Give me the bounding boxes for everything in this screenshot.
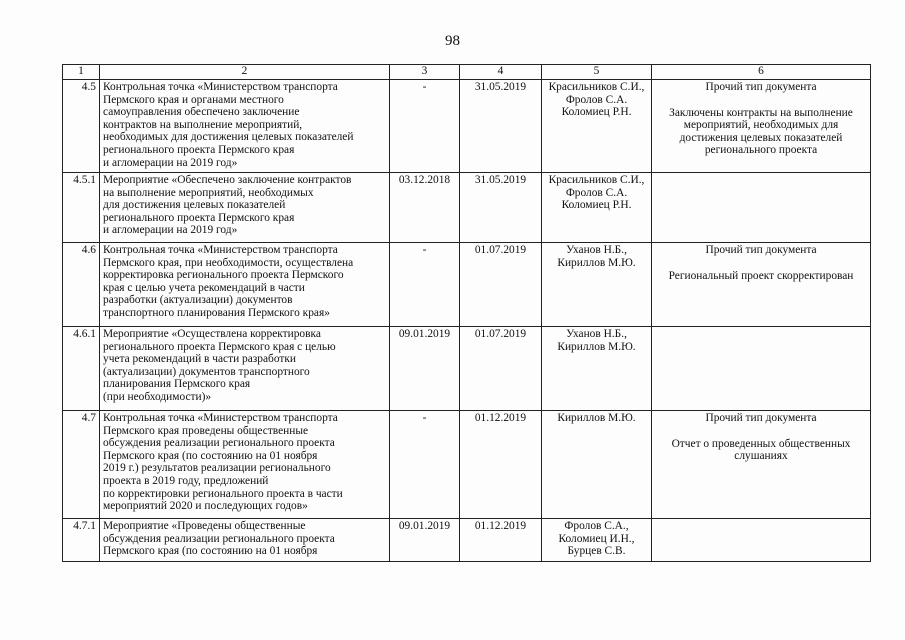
row-responsible: Фролов С.А., Коломиец И.Н., Бурцев С.В. [542, 519, 652, 562]
table-row [63, 173, 871, 243]
row-responsible: Уханов Н.Б., Кириллов М.Ю. [542, 243, 652, 327]
row-number: 4.6.1 [63, 327, 100, 411]
row-document [652, 519, 871, 562]
row-end-date: 01.12.2019 [460, 519, 542, 562]
column-header: 4 [460, 65, 542, 80]
table-row [63, 411, 871, 519]
row-description: Контрольная точка «Министерством транспорта Пермского края проведены общественные обсуждения реализации регионального проекта Пермского края (по состоянию на 01 ноября 2019 г.) результатов реализации регионального проекта в 2019 году, предложений по корректировки регионального проекта в части мероприятий 2020 и последующих годов» [100, 411, 390, 519]
document-result: Региональный проект скорректирован [668, 269, 854, 282]
column-header: 1 [63, 65, 100, 80]
row-end-date: 31.05.2019 [460, 80, 542, 173]
column-header: 2 [100, 65, 390, 80]
row-document [652, 173, 871, 243]
table-header-row [63, 65, 871, 80]
row-document [652, 243, 871, 327]
row-responsible: Красильников С.И., Фролов С.А. Коломиец Р.Н. [542, 173, 652, 243]
row-end-date: 31.05.2019 [460, 173, 542, 243]
row-responsible: Красильников С.И., Фролов С.А. Коломиец Р.Н. [542, 80, 652, 173]
row-start-date: 03.12.2018 [390, 173, 460, 243]
row-number: 4.7 [63, 411, 100, 519]
row-end-date: 01.12.2019 [460, 411, 542, 519]
row-description: Мероприятие «Обеспечено заключение контрактов на выполнение мероприятий, необходимых для достижения целевых показателей регионального проекта Пермского края и агломерации на 2019 год» [100, 173, 390, 243]
column-header: 5 [542, 65, 652, 80]
row-start-date: 09.01.2019 [390, 519, 460, 562]
document-type: Прочий тип документа [705, 81, 817, 93]
row-document [652, 327, 871, 411]
document-type: Прочий тип документа [705, 244, 817, 256]
table-row [63, 243, 871, 327]
page-number: 98 [445, 33, 460, 49]
row-description: Контрольная точка «Министерством транспорта Пермского края и органами местного самоуправления обеспечено заключение контрактов на выполнение мероприятий, необходимых для достижения целевых показателей регионального проекта Пермского края и агломерации на 2019 год» [100, 80, 390, 173]
row-end-date: 01.07.2019 [460, 243, 542, 327]
row-description: Мероприятие «Осуществлена корректировка регионального проекта Пермского края с целью учета рекомендаций в части разработки (актуализации) документов транспортного планирования Пермского края (при необходимости)» [100, 327, 390, 411]
row-number: 4.5 [63, 80, 100, 173]
column-header: 6 [652, 65, 871, 80]
row-responsible: Уханов Н.Б., Кириллов М.Ю. [542, 327, 652, 411]
document-type: Прочий тип документа [705, 412, 817, 424]
row-start-date: 09.01.2019 [390, 327, 460, 411]
row-number: 4.6 [63, 243, 100, 327]
row-start-date: - [390, 243, 460, 327]
row-document [652, 411, 871, 519]
document-result: Отчет о проведенных общественных слушаниях [671, 437, 851, 463]
row-document [652, 80, 871, 173]
row-start-date: - [390, 80, 460, 173]
plan-table [62, 64, 871, 562]
document-result: Заключены контракты на выполнение мероприятий, необходимых для достижения целевых показателей регионального проекта [669, 106, 853, 157]
row-number: 4.7.1 [63, 519, 100, 562]
table-row [63, 80, 871, 173]
row-description: Мероприятие «Проведены общественные обсуждения реализации регионального проекта Пермского края (по состоянию на 01 ноября [100, 519, 390, 562]
table-row [63, 519, 871, 562]
row-number: 4.5.1 [63, 173, 100, 243]
row-responsible: Кириллов М.Ю. [542, 411, 652, 519]
row-description: Контрольная точка «Министерством транспорта Пермского края, при необходимости, осуществлена корректировка регионального проекта Пермского края с целью учета рекомендаций в части разработки (актуализации) документов транспортного планирования Пермского края» [100, 243, 390, 327]
column-header: 3 [390, 65, 460, 80]
row-start-date: - [390, 411, 460, 519]
row-end-date: 01.07.2019 [460, 327, 542, 411]
table-row [63, 327, 871, 411]
